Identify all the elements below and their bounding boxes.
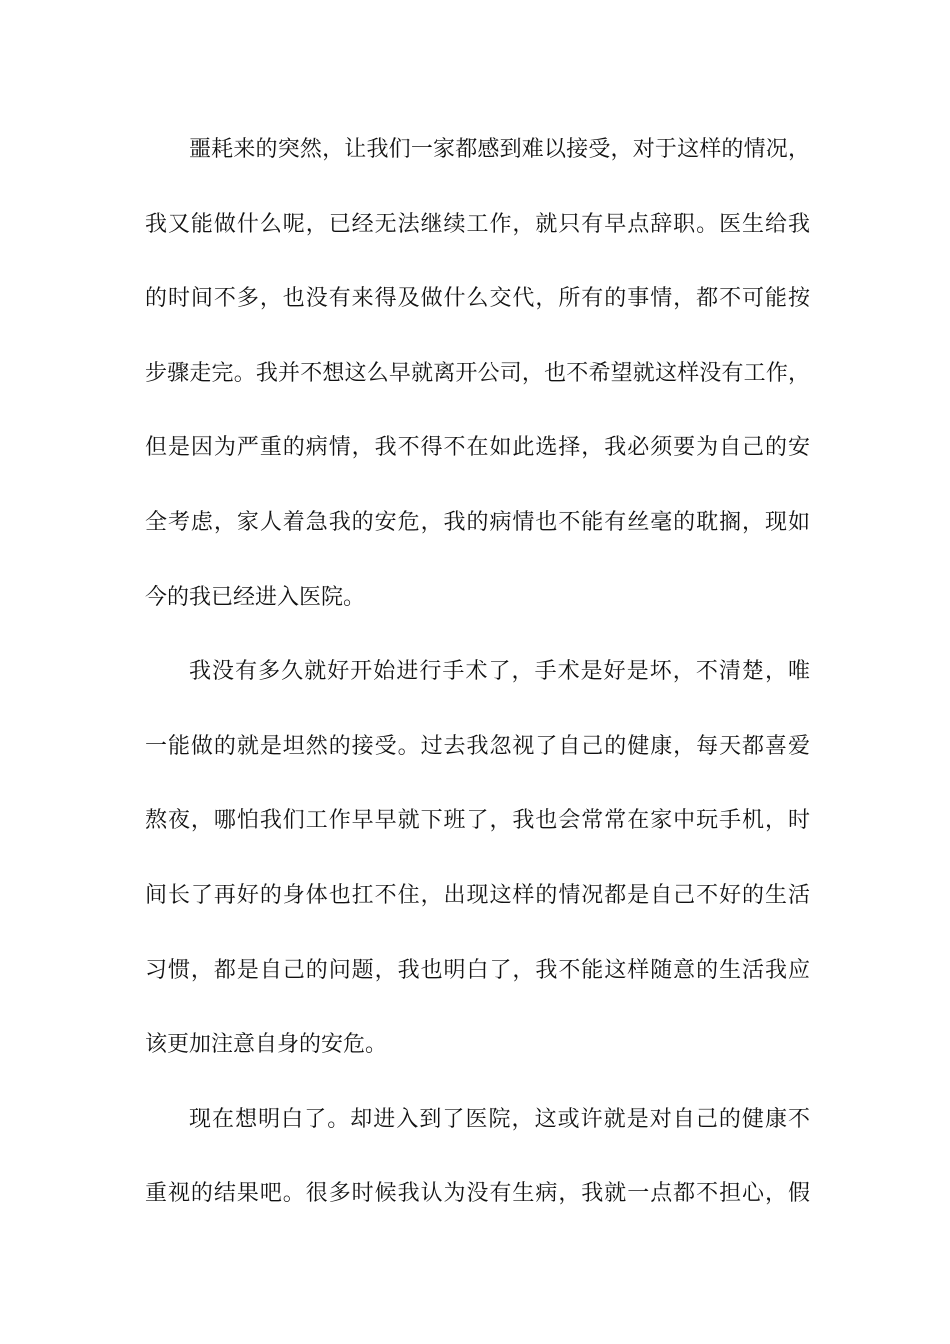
- body-text: [145, 127, 810, 1246]
- paragraph-1-line-3: 的时间不多，也没有来得及做什么交代，所有的事情，都不可能按: [145, 286, 810, 312]
- paragraph-2-line-4: 间长了再好的身体也扛不住，出现这样的情况都是自己不好的生活: [145, 882, 810, 908]
- paragraph-2-line-5: 习惯，都是自己的问题，我也明白了，我不能这样随意的生活我应: [145, 957, 810, 983]
- paragraph-1-line-6: 全考虑，家人着急我的安危，我的病情也不能有丝毫的耽搁，现如: [145, 509, 810, 535]
- paragraph-2-line-2: 一能做的就是坦然的接受。过去我忽视了自己的健康，每天都喜爱: [145, 733, 810, 759]
- paragraph-1-line-1: 噩耗来的突然，让我们一家都感到难以接受，对于这样的情况，: [189, 137, 810, 162]
- paragraph-3-line-2: 重视的结果吧。很多时候我认为没有生病，我就一点都不担心，假: [145, 1181, 810, 1207]
- paragraph-1-line-7: 今的我已经进入医院。: [145, 584, 366, 610]
- paragraph-2-line-1: 我没有多久就好开始进行手术了，手术是好是坏，不清楚，唯: [189, 659, 810, 685]
- paragraph-1-line-2: 我又能做什么呢，已经无法继续工作，就只有早点辞职。医生给我: [145, 211, 810, 237]
- paragraph-1-line-4: 步骤走完。我并不想这么早就离开公司，也不希望就这样没有工作，: [145, 360, 810, 386]
- paragraph-2-line-3: 熬夜，哪怕我们工作早早就下班了，我也会常常在家中玩手机，时: [145, 808, 810, 834]
- paragraph-1-line-5: 但是因为严重的病情，我不得不在如此选择，我必须要为自己的安: [145, 435, 810, 461]
- paragraph-2-line-6: 该更加注意自身的安危。: [145, 1032, 388, 1058]
- paragraph-3-line-1: 现在想明白了。却进入到了医院，这或许就是对自己的健康不: [189, 1106, 810, 1132]
